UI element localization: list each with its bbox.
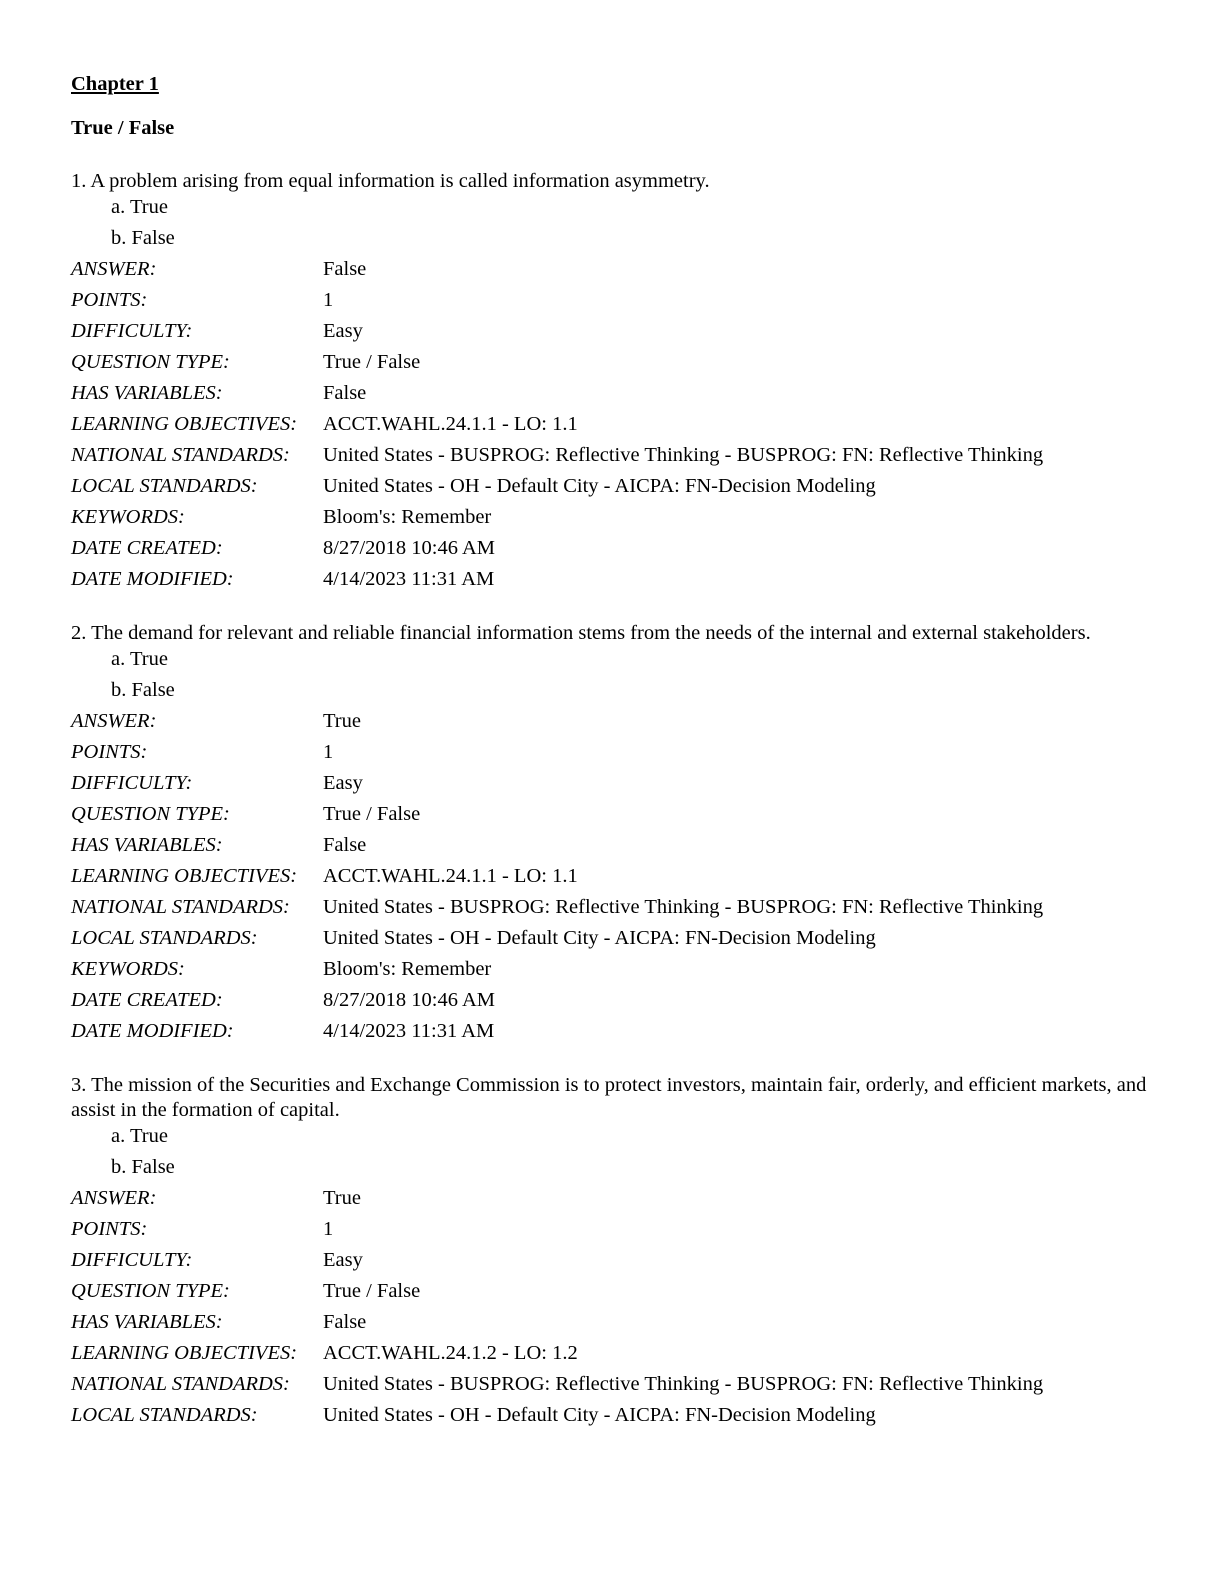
- question-3: [71, 1073, 1161, 1431]
- meta-value: 4/14/2023 11:31 AM: [323, 568, 495, 590]
- meta-value: 8/27/2018 10:46 AM: [323, 537, 495, 559]
- meta-label: ANSWER:: [71, 258, 157, 280]
- meta-label: LEARNING OBJECTIVES:: [71, 1342, 298, 1364]
- meta-row-date-created: [71, 533, 1161, 564]
- meta-value: Easy: [323, 772, 363, 794]
- meta-label: POINTS:: [71, 1218, 148, 1240]
- meta-label: DATE MODIFIED:: [71, 1020, 234, 1042]
- meta-label: LEARNING OBJECTIVES:: [71, 865, 298, 887]
- document-page: [71, 70, 1161, 1431]
- meta-value: United States - BUSPROG: Reflective Thinking - BUSPROG: FN: Reflective Thinking: [323, 444, 1044, 466]
- meta-label: LOCAL STANDARDS:: [71, 1404, 258, 1426]
- meta-value: True: [323, 710, 361, 732]
- meta-label: KEYWORDS:: [71, 958, 185, 980]
- meta-row-has-variables: [71, 378, 1161, 409]
- meta-value: ACCT.WAHL.24.1.1 - LO: 1.1: [323, 865, 578, 887]
- meta-label: DATE MODIFIED:: [71, 568, 234, 590]
- meta-value: Easy: [323, 320, 363, 342]
- meta-row-local-standards: [71, 471, 1161, 502]
- meta-row-national-standards: [71, 440, 1161, 471]
- meta-label: POINTS:: [71, 289, 148, 311]
- meta-value: Bloom's: Remember: [323, 958, 492, 980]
- meta-row-difficulty: [71, 316, 1161, 347]
- meta-row-local-standards: [71, 923, 1161, 954]
- question-metadata: [71, 254, 1161, 595]
- meta-label: NATIONAL STANDARDS:: [71, 896, 290, 918]
- question-stem: 2. The demand for relevant and reliable financial information stems from the needs of the internal and external stakeholders.: [71, 622, 1091, 644]
- meta-value: United States - OH - Default City - AICPA: FN-Decision Modeling: [323, 475, 876, 497]
- meta-label: DATE CREATED:: [71, 537, 223, 559]
- meta-row-local-standards: [71, 1400, 1161, 1431]
- choice-a: a. True: [111, 1125, 168, 1147]
- question-metadata: [71, 1183, 1161, 1431]
- meta-value: Easy: [323, 1249, 363, 1271]
- meta-label: ANSWER:: [71, 1187, 157, 1209]
- meta-row-date-created: [71, 985, 1161, 1016]
- meta-label: POINTS:: [71, 741, 148, 763]
- meta-label: HAS VARIABLES:: [71, 382, 223, 404]
- meta-value: United States - OH - Default City - AICPA: FN-Decision Modeling: [323, 927, 876, 949]
- choice-a: a. True: [111, 648, 168, 670]
- meta-row-learning-objectives: [71, 1338, 1161, 1369]
- meta-row-difficulty: [71, 1245, 1161, 1276]
- meta-row-keywords: [71, 954, 1161, 985]
- question-stem: 1. A problem arising from equal information is called information asymmetry.: [71, 170, 710, 192]
- meta-label: QUESTION TYPE:: [71, 1280, 230, 1302]
- meta-value: Bloom's: Remember: [323, 506, 492, 528]
- meta-value: True: [323, 1187, 361, 1209]
- meta-value: False: [323, 258, 367, 280]
- meta-row-points: [71, 1214, 1161, 1245]
- question-2: [71, 621, 1161, 1047]
- meta-row-learning-objectives: [71, 861, 1161, 892]
- meta-row-question-type: [71, 799, 1161, 830]
- meta-row-learning-objectives: [71, 409, 1161, 440]
- meta-label: LOCAL STANDARDS:: [71, 475, 258, 497]
- meta-value: 8/27/2018 10:46 AM: [323, 989, 495, 1011]
- meta-label: LOCAL STANDARDS:: [71, 927, 258, 949]
- meta-value: 1: [323, 1218, 334, 1240]
- meta-label: DIFFICULTY:: [71, 320, 193, 342]
- meta-label: DIFFICULTY:: [71, 772, 193, 794]
- meta-row-question-type: [71, 1276, 1161, 1307]
- meta-value: ACCT.WAHL.24.1.1 - LO: 1.1: [323, 413, 578, 435]
- question-1: [71, 169, 1161, 595]
- choice-b: b. False: [111, 679, 175, 701]
- answer-choices: [111, 1123, 1161, 1183]
- meta-label: ANSWER:: [71, 710, 157, 732]
- question-metadata: [71, 706, 1161, 1047]
- meta-row-national-standards: [71, 1369, 1161, 1400]
- meta-value: 4/14/2023 11:31 AM: [323, 1020, 495, 1042]
- choice-b: b. False: [111, 1156, 175, 1178]
- meta-row-answer: [71, 706, 1161, 737]
- meta-row-date-modified: [71, 1016, 1161, 1047]
- meta-value: False: [323, 1311, 367, 1333]
- meta-value: 1: [323, 289, 334, 311]
- meta-value: United States - BUSPROG: Reflective Thinking - BUSPROG: FN: Reflective Thinking: [323, 896, 1044, 918]
- meta-label: HAS VARIABLES:: [71, 834, 223, 856]
- meta-value: True / False: [323, 351, 421, 373]
- meta-row-question-type: [71, 347, 1161, 378]
- meta-row-answer: [71, 1183, 1161, 1214]
- meta-value: True / False: [323, 803, 421, 825]
- section-title: True / False: [71, 117, 175, 139]
- meta-row-points: [71, 285, 1161, 316]
- meta-value: False: [323, 834, 367, 856]
- meta-value: True / False: [323, 1280, 421, 1302]
- meta-value: United States - BUSPROG: Reflective Thinking - BUSPROG: FN: Reflective Thinking: [323, 1373, 1044, 1395]
- meta-row-date-modified: [71, 564, 1161, 595]
- choice-a: a. True: [111, 196, 168, 218]
- meta-row-keywords: [71, 502, 1161, 533]
- chapter-title: Chapter 1: [71, 73, 159, 95]
- meta-label: DATE CREATED:: [71, 989, 223, 1011]
- choice-b: b. False: [111, 227, 175, 249]
- meta-label: LEARNING OBJECTIVES:: [71, 413, 298, 435]
- meta-label: NATIONAL STANDARDS:: [71, 1373, 290, 1395]
- meta-label: KEYWORDS:: [71, 506, 185, 528]
- question-stem: 3. The mission of the Securities and Exchange Commission is to protect investors, maintain fair, orderly, and efficient markets, and assist in the formation of capital.: [71, 1074, 1147, 1121]
- meta-label: QUESTION TYPE:: [71, 351, 230, 373]
- meta-label: HAS VARIABLES:: [71, 1311, 223, 1333]
- meta-label: QUESTION TYPE:: [71, 803, 230, 825]
- answer-choices: [111, 194, 1161, 254]
- meta-row-answer: [71, 254, 1161, 285]
- meta-row-difficulty: [71, 768, 1161, 799]
- meta-row-national-standards: [71, 892, 1161, 923]
- meta-row-has-variables: [71, 830, 1161, 861]
- meta-value: United States - OH - Default City - AICPA: FN-Decision Modeling: [323, 1404, 876, 1426]
- meta-row-has-variables: [71, 1307, 1161, 1338]
- meta-row-points: [71, 737, 1161, 768]
- meta-label: NATIONAL STANDARDS:: [71, 444, 290, 466]
- meta-value: ACCT.WAHL.24.1.2 - LO: 1.2: [323, 1342, 578, 1364]
- meta-value: 1: [323, 741, 334, 763]
- meta-value: False: [323, 382, 367, 404]
- answer-choices: [111, 646, 1161, 706]
- meta-label: DIFFICULTY:: [71, 1249, 193, 1271]
